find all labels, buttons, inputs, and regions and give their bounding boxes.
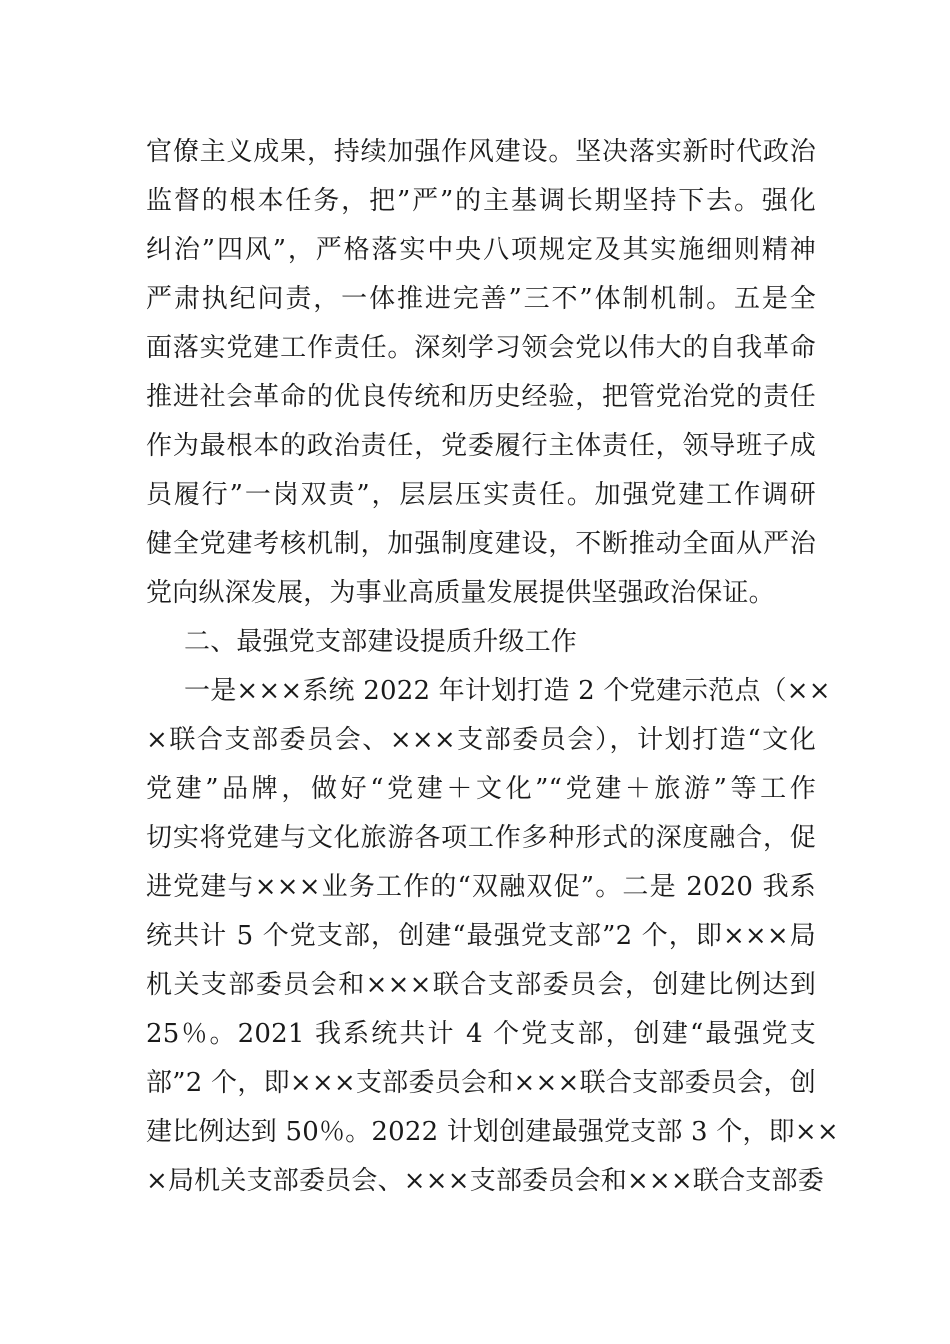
text-line: 监督的根本任务，把”严”的主基调长期坚持下去。强化 [146, 186, 816, 216]
paragraph-first-line: 一是×××系统 2022 年计划打造 2 个党建示范点（×× [184, 676, 831, 706]
text-line: 纠治”四风”，严格落实中央八项规定及其实施细则精神 [146, 235, 816, 265]
text-line: ×联合支部委员会、×××支部委员会），计划打造“文化 [146, 725, 816, 755]
text-line: 机关支部委员会和×××联合支部委员会，创建比例达到 [146, 970, 816, 1000]
text-line: 切实将党建与文化旅游各项工作多种形式的深度融合，促 [146, 823, 816, 853]
body-text [146, 128, 839, 1206]
text-line: 25％。2021 我系统共计 4 个党支部，创建“最强党支 [146, 1019, 816, 1049]
text-line: 员履行”一岗双责”，层层压实责任。加强党建工作调研 [146, 480, 816, 510]
text-line: 统共计 5 个党支部，创建“最强党支部”2 个，即×××局 [146, 921, 816, 951]
text-line: 作为最根本的政治责任，党委履行主体责任，领导班子成 [146, 431, 816, 461]
text-line: 面落实党建工作责任。深刻学习领会党以伟大的自我革命 [146, 333, 816, 363]
text-line: 建比例达到 50％。2022 计划创建最强党支部 3 个，即×× [146, 1117, 839, 1147]
text-line: 官僚主义成果，持续加强作风建设。坚决落实新时代政治 [146, 137, 816, 167]
text-line: ×局机关支部委员会、×××支部委员会和×××联合支部委 [146, 1166, 824, 1196]
text-line: 部”2 个，即×××支部委员会和×××联合支部委员会，创 [146, 1068, 816, 1098]
text-line: 推进社会革命的优良传统和历史经验，把管党治党的责任 [146, 382, 816, 412]
text-line: 党建”品牌，做好“党建＋文化”“党建＋旅游”等工作 [146, 774, 816, 804]
text-line: 进党建与×××业务工作的“双融双促”。二是 2020 我系 [146, 872, 816, 902]
text-line: 严肃执纪问责，一体推进完善”三不”体制机制。五是全 [146, 284, 816, 314]
section-heading: 二、最强党支部建设提质升级工作 [184, 627, 578, 657]
text-line: 健全党建考核机制，加强制度建设，不断推动全面从严治 [146, 529, 816, 559]
paragraph-last-line: 党向纵深发展，为事业高质量发展提供坚强政治保证。 [146, 578, 775, 608]
